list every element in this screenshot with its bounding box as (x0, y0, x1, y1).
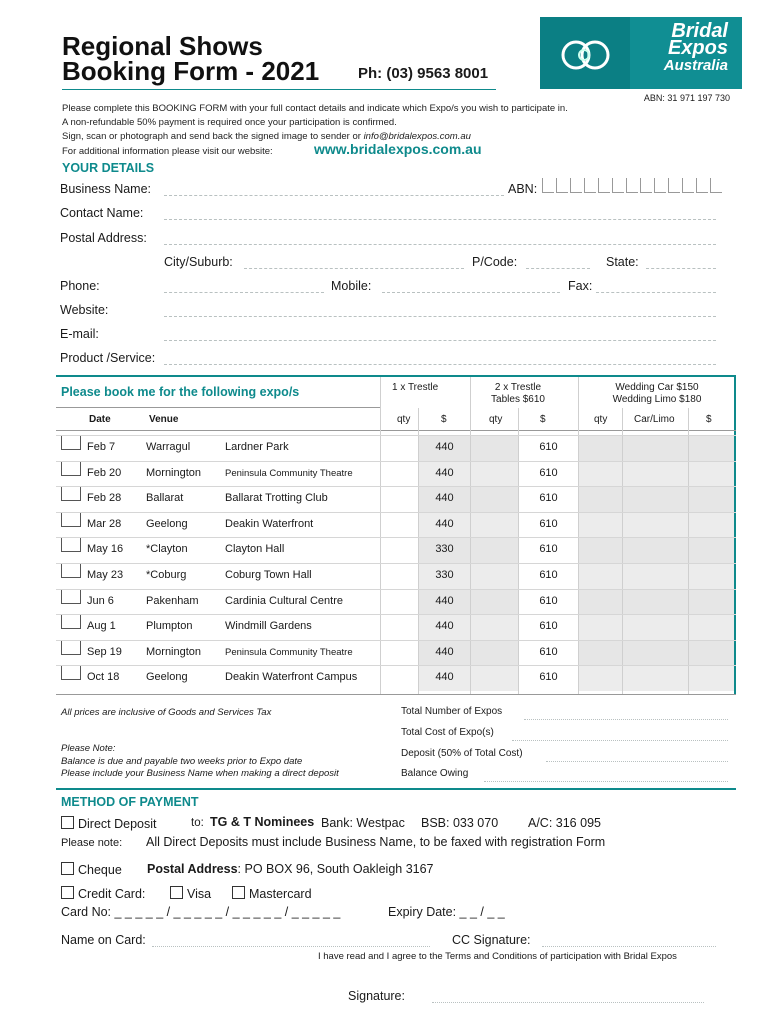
table-bottom-rule (56, 694, 736, 695)
to-label: to: (191, 817, 204, 829)
price-2: 610 (539, 517, 558, 530)
car-dollar-field[interactable] (689, 589, 734, 615)
col-car-line1: Wedding Car $150 (615, 382, 699, 393)
car-limo-field[interactable] (623, 461, 688, 487)
qty-2-field[interactable] (471, 665, 518, 691)
qty-1-field[interactable] (381, 640, 418, 666)
payment-heading: METHOD OF PAYMENT (61, 795, 199, 809)
price-1: 440 (419, 512, 470, 538)
direct-deposit-option[interactable] (61, 816, 157, 831)
price-1: 440 (419, 665, 470, 691)
car-limo-field[interactable] (623, 537, 688, 563)
table-row (58, 486, 736, 512)
row-divider (56, 640, 736, 641)
header-rule (56, 430, 736, 431)
table-row (58, 563, 736, 589)
h-dollar-3: $ (706, 414, 712, 425)
qty-1-field[interactable] (381, 563, 418, 589)
mobile-label: Mobile: (331, 279, 372, 293)
car-limo-field[interactable] (623, 512, 688, 538)
intro-line-2: A non-refundable 50% payment is required once your participation is confirmed. (62, 117, 397, 128)
visa-checkbox[interactable] (170, 886, 183, 899)
table-top-rule (56, 375, 736, 377)
note-line-2: Balance is due and payable two weeks prior to Expo date (61, 755, 303, 767)
website-link[interactable]: www.bridalexpos.com.au (314, 141, 482, 157)
row-town: *Clayton (146, 543, 188, 556)
payment-note (61, 743, 339, 781)
qty-3-field[interactable] (579, 512, 622, 538)
qty-1-field[interactable] (381, 435, 418, 461)
row-date: Oct 18 (87, 671, 120, 684)
row-town: Mornington (146, 645, 202, 658)
expo-checkbox[interactable] (61, 640, 81, 666)
note-line-1: Please Note: (61, 743, 116, 754)
qty-2-field[interactable] (471, 486, 518, 512)
title-underline (62, 89, 496, 90)
row-date: Feb 28 (87, 492, 122, 505)
row-date: Feb 7 (87, 441, 116, 453)
row-venue: Ballarat Trotting Club (225, 492, 328, 505)
row-town: *Coburg (146, 569, 187, 581)
qty-1-field[interactable] (381, 589, 418, 615)
row-venue: Clayton Hall (225, 543, 285, 556)
row-date: Jun 6 (87, 594, 114, 607)
contact-name-label: Contact Name: (60, 206, 144, 220)
row-town: Plumpton (146, 620, 193, 633)
mastercard-option[interactable] (232, 886, 312, 901)
signature-label: Signature: (348, 989, 405, 1003)
car-limo-field[interactable] (623, 435, 688, 461)
car-limo-field[interactable] (623, 486, 688, 512)
qty-2-field[interactable] (471, 435, 518, 461)
deposit-label: Deposit (50% of Total Cost) (401, 748, 523, 759)
visa-option[interactable] (170, 886, 211, 901)
row-divider (56, 461, 736, 462)
booking-heading-rule (56, 407, 380, 408)
row-date: Mar 28 (87, 517, 122, 530)
row-venue: Cardinia Cultural Centre (225, 594, 343, 607)
mobile-field[interactable] (382, 280, 560, 293)
car-dollar-field[interactable] (689, 614, 734, 640)
row-date: May 16 (87, 543, 124, 556)
title-line2: Booking Form - 2021 (62, 56, 320, 86)
intro-line-3-text: Sign, scan or photograph and send back the signed image to sender or (62, 131, 364, 142)
qty-3-field[interactable] (579, 665, 622, 691)
qty-1-field[interactable] (381, 486, 418, 512)
cheque-option[interactable] (61, 862, 122, 877)
cheque-checkbox[interactable] (61, 862, 74, 875)
row-venue: Lardner Park (225, 441, 289, 453)
credit-card-label: Credit Card: (78, 887, 146, 901)
pcode-label: P/Code: (472, 255, 518, 269)
bridal-expos-logo (540, 17, 742, 89)
row-venue: Deakin Waterfront Campus (225, 671, 358, 684)
row-venue: Peninsula Community Theatre (225, 467, 353, 479)
car-dollar-field[interactable] (689, 435, 734, 461)
credit-card-checkbox[interactable] (61, 886, 74, 899)
row-date: May 23 (87, 569, 124, 581)
please-note-label: Please note: (61, 837, 123, 849)
qty-1-field[interactable] (381, 665, 418, 691)
credit-card-option[interactable] (61, 886, 145, 901)
direct-deposit-note: All Direct Deposits must include Business Name, to be faxed with registration Form (146, 835, 606, 849)
direct-deposit-label: Direct Deposit (78, 817, 157, 831)
car-limo-field[interactable] (623, 563, 688, 589)
row-venue: Peninsula Community Theatre (225, 646, 353, 658)
expo-checkbox[interactable] (61, 589, 81, 615)
qty-3-field[interactable] (579, 435, 622, 461)
table-row (58, 461, 736, 487)
total-cost-field[interactable] (512, 728, 728, 741)
postal-address-label-bold: Postal Address (147, 862, 238, 876)
price-2: 610 (539, 466, 558, 479)
row-divider (56, 435, 736, 436)
phone-number: Ph: (03) 9563 8001 (358, 65, 489, 82)
booking-heading: Please book me for the following expo/s (61, 385, 300, 399)
h-qty-2: qty (489, 414, 503, 425)
car-dollar-field[interactable] (689, 512, 734, 538)
price-2: 610 (539, 645, 558, 658)
cc-signature-field[interactable] (542, 934, 716, 947)
col-car (582, 382, 732, 406)
contact-email: info@bridalexpos.com.au (363, 131, 471, 142)
qty-1-field[interactable] (381, 461, 418, 487)
signature-field[interactable] (432, 990, 704, 1003)
row-town: Mornington (146, 466, 202, 479)
price-2: 610 (539, 671, 558, 684)
website-field-label: Website: (60, 303, 109, 317)
direct-deposit-checkbox[interactable] (61, 816, 74, 829)
qty-3-field[interactable] (579, 614, 622, 640)
nominee-name: TG & T Nominees (210, 815, 315, 829)
mastercard-label: Mastercard (249, 887, 312, 901)
col-trestle1: 1 x Trestle (392, 382, 439, 393)
product-service-label: Product /Service: (60, 351, 156, 365)
product-service-field[interactable] (164, 352, 716, 365)
qty-2-field[interactable] (471, 563, 518, 589)
row-date: Sep 19 (87, 645, 122, 658)
qty-2-field[interactable] (471, 640, 518, 666)
price-2: 610 (539, 594, 558, 607)
price-1: 440 (419, 589, 470, 615)
col-trestle2 (472, 382, 564, 406)
card-number-field[interactable]: Card No: _ _ _ _ _ / _ _ _ _ _ / _ _ _ _ _ / _ _ _ _ _ (61, 905, 341, 919)
table-row (58, 589, 736, 615)
price-2: 610 (539, 543, 558, 556)
phone-label: Phone: (60, 279, 100, 293)
expiry-date-field[interactable]: Expiry Date: _ _ / _ _ (388, 905, 505, 919)
intro-text (62, 102, 702, 144)
price-1: 440 (419, 435, 470, 461)
qty-3-field[interactable] (579, 486, 622, 512)
price-2: 610 (539, 620, 558, 633)
expo-checkbox[interactable] (61, 614, 81, 640)
expo-checkbox[interactable] (61, 486, 81, 512)
logo-word-3: Australia (663, 57, 728, 74)
car-dollar-field[interactable] (689, 563, 734, 589)
car-dollar-field[interactable] (689, 640, 734, 666)
expo-checkbox[interactable] (61, 461, 81, 487)
fax-label: Fax: (568, 279, 593, 293)
qty-1-field[interactable] (381, 614, 418, 640)
table-row (58, 537, 736, 563)
price-2: 610 (539, 492, 558, 505)
gst-note: All prices are inclusive of Goods and Services Tax (61, 707, 272, 718)
email-field[interactable] (164, 328, 716, 341)
terms-agreement: I have read and I agree to the Terms and Conditions of participation with Bridal Expos (318, 951, 677, 962)
row-divider (56, 537, 736, 538)
expo-checkbox[interactable] (61, 512, 81, 538)
business-name-label: Business Name: (60, 182, 152, 196)
row-date: Feb 20 (87, 466, 122, 479)
qty-3-field[interactable] (579, 640, 622, 666)
table-row (58, 512, 736, 538)
expo-checkbox[interactable] (61, 537, 81, 563)
qty-3-field[interactable] (579, 589, 622, 615)
qty-1-field[interactable] (381, 512, 418, 538)
price-2: 610 (539, 569, 558, 581)
price-1: 440 (419, 614, 470, 640)
qty-2-field[interactable] (471, 512, 518, 538)
row-town: Ballarat (146, 492, 184, 505)
abn-label: ABN: (508, 182, 538, 196)
col-car-line2: Wedding Limo $180 (612, 394, 702, 405)
city-label: City/Suburb: (164, 255, 233, 269)
logo-word-1: Bridal (671, 20, 728, 42)
state-field[interactable] (646, 256, 716, 269)
total-expos-label: Total Number of Expos (401, 706, 503, 717)
table-row (58, 665, 736, 691)
postal-address-value: : PO BOX 96, South Oakleigh 3167 (237, 862, 434, 876)
postal-address-label: Postal Address: (60, 231, 147, 245)
visa-label: Visa (187, 887, 212, 901)
your-details-heading: YOUR DETAILS (62, 161, 155, 175)
bank-name: Bank: Westpac (321, 816, 405, 830)
row-venue: Coburg Town Hall (225, 569, 312, 581)
qty-1-field[interactable] (381, 537, 418, 563)
qty-3-field[interactable] (579, 537, 622, 563)
row-town: Warragul (146, 441, 191, 453)
title-line1: Regional Shows (62, 31, 263, 61)
abn-number: ABN: 31 971 197 730 (643, 93, 730, 103)
intro-line-1: Please complete this BOOKING FORM with your full contact details and indicate which Expo/s you wish to participate in. (62, 103, 568, 114)
bsb-number: BSB: 033 070 (421, 816, 499, 830)
contact-name-field[interactable] (164, 207, 716, 220)
h-dollar-1: $ (441, 414, 447, 425)
expo-checkbox[interactable] (61, 665, 81, 691)
table-row (58, 614, 736, 640)
h-qty-3: qty (594, 414, 608, 425)
name-on-card-label: Name on Card: (61, 933, 146, 947)
cheque-label: Cheque (78, 863, 122, 877)
row-town: Geelong (146, 671, 188, 684)
qty-2-field[interactable] (471, 537, 518, 563)
account-number: A/C: 316 095 (528, 816, 601, 830)
phone-field[interactable] (164, 280, 324, 293)
state-label: State: (606, 255, 639, 269)
price-1: 330 (419, 537, 470, 563)
qty-3-field[interactable] (579, 461, 622, 487)
abn-boxes[interactable] (542, 178, 724, 193)
price-1: 330 (419, 563, 470, 589)
qty-2-field[interactable] (471, 589, 518, 615)
note-line-3: Please include your Business Name when making a direct deposit (61, 768, 339, 779)
h-venue: Venue (149, 414, 179, 425)
balance-field[interactable] (484, 769, 728, 782)
h-date: Date (89, 414, 111, 425)
h-dollar-2: $ (540, 414, 546, 425)
h-qty-1: qty (397, 414, 411, 425)
car-limo-field[interactable] (623, 665, 688, 691)
car-limo-field[interactable] (623, 640, 688, 666)
total-cost-label: Total Cost of Expo(s) (401, 727, 494, 738)
name-on-card-field[interactable] (152, 934, 430, 947)
qty-2-field[interactable] (471, 614, 518, 640)
car-dollar-field[interactable] (689, 537, 734, 563)
expo-checkbox[interactable] (61, 435, 81, 461)
row-divider (56, 665, 736, 666)
car-limo-field[interactable] (623, 614, 688, 640)
qty-2-field[interactable] (471, 461, 518, 487)
cc-signature-label: CC Signature: (452, 933, 531, 947)
car-dollar-field[interactable] (689, 461, 734, 487)
qty-3-field[interactable] (579, 563, 622, 589)
h-carlimo: Car/Limo (634, 414, 675, 425)
row-town: Pakenham (146, 594, 199, 607)
car-dollar-field[interactable] (689, 486, 734, 512)
payment-top-rule (56, 788, 736, 790)
price-2: 610 (539, 441, 558, 453)
row-divider (56, 614, 736, 615)
expo-checkbox[interactable] (61, 563, 81, 589)
price-1: 440 (419, 461, 470, 487)
col-trestle2-line1: 2 x Trestle (494, 382, 542, 393)
row-divider (56, 486, 736, 487)
city-field[interactable] (244, 256, 464, 269)
row-date: Aug 1 (87, 620, 116, 633)
price-1: 440 (419, 486, 470, 512)
col-trestle2-line2: Tables $610 (491, 394, 545, 405)
balance-label: Balance Owing (401, 768, 469, 779)
car-limo-field[interactable] (623, 589, 688, 615)
car-dollar-field[interactable] (689, 665, 734, 691)
website-field[interactable] (164, 304, 716, 317)
row-venue: Deakin Waterfront (225, 517, 314, 530)
total-expos-field[interactable] (524, 707, 728, 720)
logo-word-2: Expos (667, 37, 728, 59)
row-divider (56, 512, 736, 513)
business-name-field[interactable] (164, 183, 504, 196)
table-row (58, 640, 736, 666)
fax-field[interactable] (596, 280, 716, 293)
pcode-field[interactable] (526, 256, 590, 269)
row-divider (56, 563, 736, 564)
row-venue: Windmill Gardens (225, 620, 312, 633)
email-label: E-mail: (60, 327, 99, 341)
mastercard-checkbox[interactable] (232, 886, 245, 899)
deposit-field[interactable] (546, 749, 728, 762)
row-town: Geelong (146, 517, 188, 530)
postal-address-payment (147, 862, 434, 876)
postal-address-field[interactable] (164, 232, 716, 245)
row-divider (56, 589, 736, 590)
table-row (58, 435, 736, 461)
website-label: For additional information please visit our website: (62, 146, 273, 157)
price-1: 440 (419, 640, 470, 666)
